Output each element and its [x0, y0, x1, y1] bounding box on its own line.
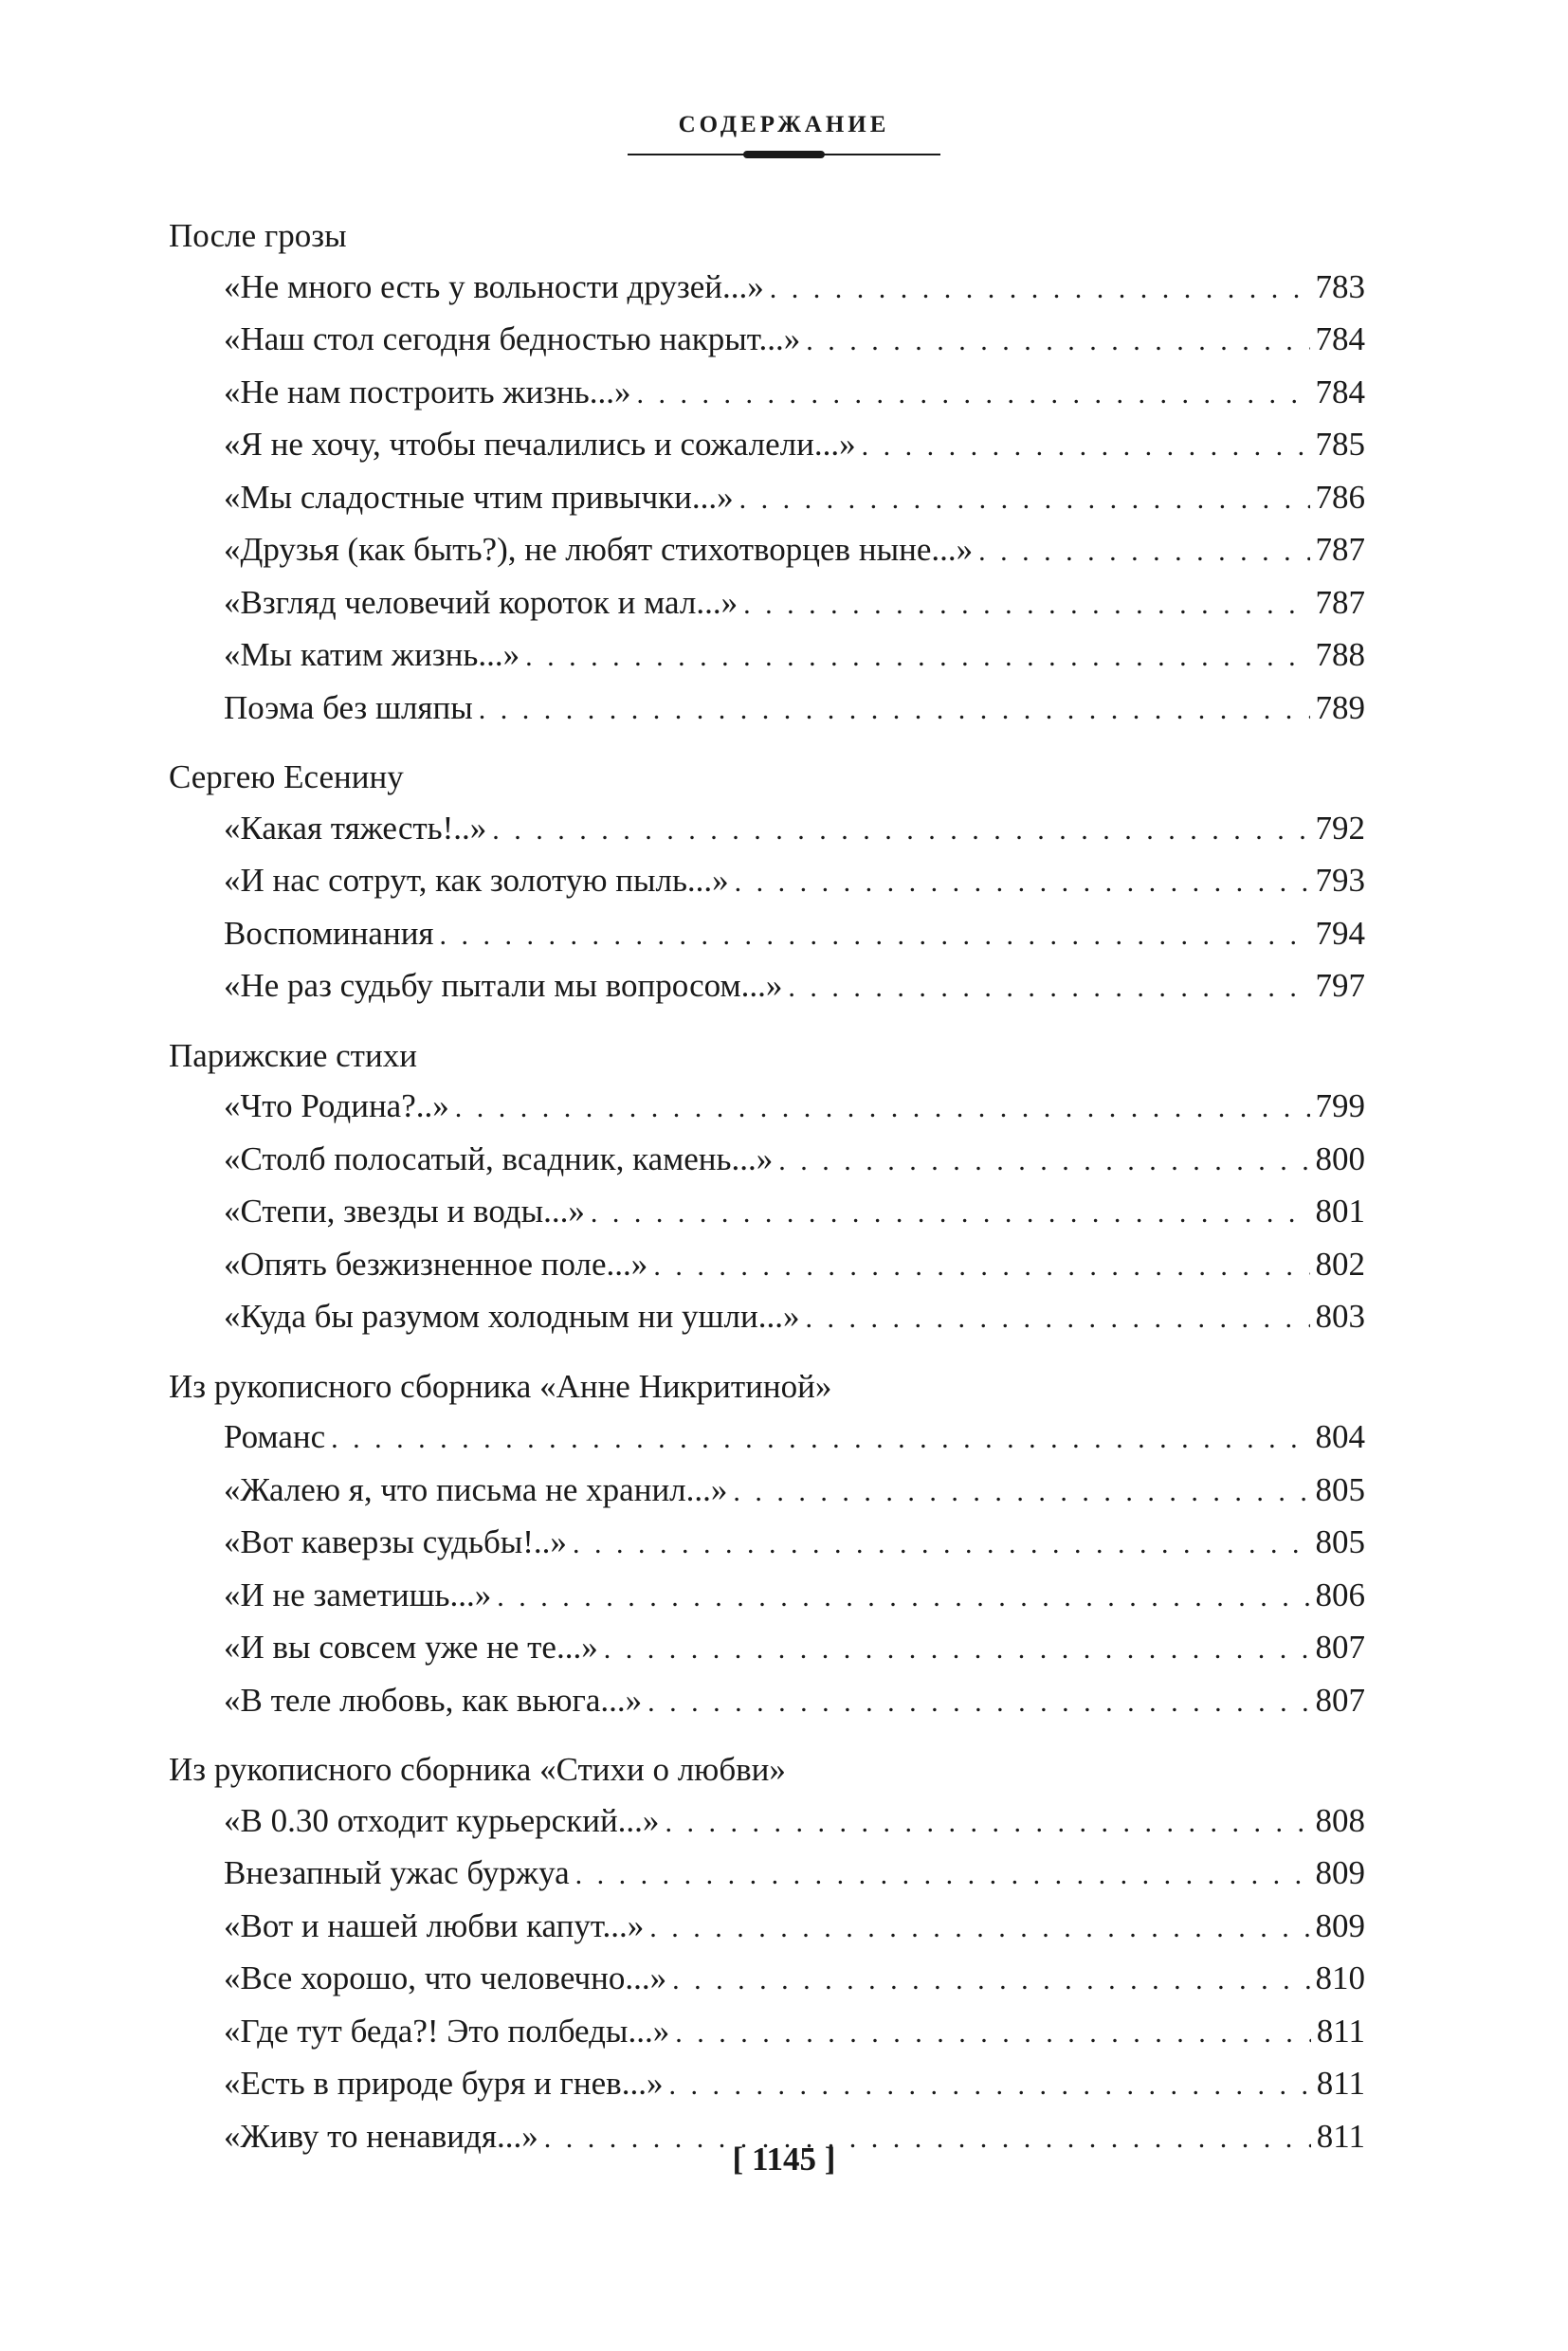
entry-title: «Жалею я, что письма не хранил...» — [224, 1470, 728, 1508]
entry-page-number: 808 — [1315, 1801, 1365, 1839]
entry-title: «Не нам построить жизнь...» — [224, 373, 631, 410]
dot-leader — [788, 962, 1309, 1013]
entry-title: «Я не хочу, чтобы печалились и сожалели...» — [224, 426, 856, 463]
toc-entry — [169, 855, 1365, 908]
table-of-contents — [169, 210, 1365, 2180]
entry-title: «Наш стол сегодня бедностью накрыт...» — [224, 320, 801, 357]
header-ornament-rule — [628, 154, 940, 155]
dot-leader — [733, 1467, 1309, 1518]
dot-leader — [440, 910, 1310, 961]
dot-leader — [647, 1677, 1309, 1728]
entry-title: «В теле любовь, как вьюга...» — [224, 1681, 643, 1719]
toc-entry — [169, 472, 1365, 525]
entry-page-number: 789 — [1315, 688, 1365, 726]
entry-page-number: 787 — [1315, 531, 1365, 568]
toc-entry — [169, 803, 1365, 856]
entry-title: «Живу то ненавидя...» — [224, 2117, 538, 2155]
entry-title: «Где тут беда?! Это полбеды...» — [224, 2012, 670, 2050]
entry-title: «Какая тяжесть!..» — [224, 809, 487, 847]
entry-page-number: 785 — [1315, 426, 1365, 463]
entry-page-number: 809 — [1315, 1906, 1365, 1944]
toc-entry — [169, 1291, 1365, 1344]
toc-entry — [169, 1517, 1365, 1570]
toc-entry — [169, 683, 1365, 736]
entry-title: «Все хорошо, что человечно...» — [224, 1959, 667, 1996]
entry-title: «Мы катим жизнь...» — [224, 636, 520, 673]
entry-page-number: 802 — [1315, 1245, 1365, 1283]
toc-entry — [169, 577, 1365, 630]
toc-entry — [169, 1901, 1365, 1954]
entry-title: «Друзья (как быть?), не любят стихотворцев ныне...» — [224, 531, 974, 568]
entry-page-number: 806 — [1315, 1576, 1365, 1613]
entry-page-number: 797 — [1315, 967, 1365, 1004]
entry-title: «Есть в природе буря и гнев...» — [224, 2065, 664, 2102]
toc-section — [169, 752, 1365, 1013]
toc-entry — [169, 314, 1365, 367]
toc-entry — [169, 1848, 1365, 1901]
toc-entry — [169, 1570, 1365, 1623]
entry-title: «И вы совсем уже не те...» — [224, 1629, 598, 1666]
dot-leader — [743, 579, 1309, 630]
toc-section — [169, 210, 1365, 735]
entry-page-number: 811 — [1316, 2117, 1365, 2155]
entry-title: «Вот каверзы судьбы!..» — [224, 1523, 567, 1560]
dot-leader — [778, 1136, 1309, 1187]
toc-entry — [169, 419, 1365, 472]
toc-entry — [169, 2058, 1365, 2111]
entry-title: «Столб полосатый, всадник, камень...» — [224, 1139, 774, 1177]
dot-leader — [668, 2060, 1310, 2111]
entry-page-number: 807 — [1315, 1681, 1365, 1719]
dot-leader — [770, 264, 1310, 315]
entry-page-number: 807 — [1315, 1629, 1365, 1666]
section-title: Парижские стихи — [169, 1036, 417, 1074]
entry-page-number: 805 — [1315, 1470, 1365, 1508]
entry-page-number: 811 — [1316, 2012, 1365, 2050]
entry-page-number: 810 — [1315, 1959, 1365, 1996]
toc-entry — [169, 1622, 1365, 1675]
toc-section — [169, 1030, 1365, 1344]
dot-leader — [492, 805, 1309, 856]
entry-title: «Куда бы разумом холодным ни ушли...» — [224, 1298, 800, 1335]
entry-title: «И нас сотрут, как золотую пыль...» — [224, 862, 729, 899]
entry-page-number: 801 — [1315, 1193, 1365, 1230]
entry-title: Воспоминания — [224, 914, 434, 952]
entry-title: «Опять безжизненное поле...» — [224, 1245, 648, 1283]
dot-leader — [806, 316, 1309, 367]
dot-leader — [637, 369, 1310, 420]
dot-leader — [978, 526, 1309, 577]
section-title: После грозы — [169, 217, 347, 254]
toc-entry — [169, 1953, 1365, 2006]
dot-leader — [525, 631, 1309, 683]
dot-leader — [573, 1519, 1310, 1570]
toc-entry — [169, 1412, 1365, 1465]
dot-leader — [591, 1188, 1310, 1239]
entry-title: «И не заметишь...» — [224, 1576, 492, 1613]
toc-entry — [169, 1465, 1365, 1518]
entry-title: «Не раз судьбу пытали мы вопросом...» — [224, 967, 783, 1004]
entry-title: «Взгляд человечий короток и мал...» — [224, 583, 738, 621]
entry-page-number: 784 — [1315, 320, 1365, 357]
dot-leader — [604, 1624, 1310, 1675]
toc-entry — [169, 629, 1365, 683]
page-header — [0, 112, 1568, 155]
entry-title: «Степи, звезды и воды...» — [224, 1193, 585, 1230]
toc-entry — [169, 262, 1365, 315]
dot-leader — [739, 474, 1310, 525]
entry-title: «Не много есть у вольности друзей...» — [224, 267, 764, 305]
toc-entry — [169, 1134, 1365, 1187]
toc-entry — [169, 1186, 1365, 1239]
dot-leader — [675, 2008, 1311, 2059]
entry-page-number: 787 — [1315, 583, 1365, 621]
toc-entry — [169, 1675, 1365, 1728]
entry-title: «В 0.30 отходит курьерский...» — [224, 1801, 660, 1839]
dot-leader — [649, 1903, 1309, 1954]
dot-leader — [497, 1572, 1309, 1623]
section-title: Из рукописного сборника «Анне Никритиной» — [169, 1367, 832, 1405]
dot-leader — [805, 1293, 1309, 1344]
entry-page-number: 793 — [1315, 862, 1365, 899]
entry-title: «Вот и нашей любви капут...» — [224, 1906, 645, 1944]
entry-title: Поэма без шляпы — [224, 688, 473, 726]
toc-entry — [169, 1081, 1365, 1134]
toc-entry — [169, 908, 1365, 961]
entry-title: Романс — [224, 1418, 326, 1455]
dot-leader — [331, 1413, 1309, 1465]
entry-page-number: 784 — [1315, 373, 1365, 410]
entry-page-number: 783 — [1315, 267, 1365, 305]
entry-page-number: 799 — [1315, 1087, 1365, 1124]
dot-leader — [455, 1083, 1310, 1134]
dot-leader — [672, 1955, 1309, 2006]
toc-entry — [169, 524, 1365, 577]
running-head-title: СОДЕРЖАНИЕ — [678, 112, 890, 137]
section-title: Сергею Есенину — [169, 758, 404, 795]
section-title: Из рукописного сборника «Стихи о любви» — [169, 1751, 786, 1788]
entry-page-number: 800 — [1315, 1139, 1365, 1177]
toc-entry — [169, 2006, 1365, 2059]
entry-title: «Что Родина?..» — [224, 1087, 449, 1124]
toc-section — [169, 1361, 1365, 1728]
toc-entry — [169, 960, 1365, 1013]
dot-leader — [479, 684, 1310, 736]
toc-entry — [169, 1239, 1365, 1292]
entry-title: Внезапный ужас буржуа — [224, 1854, 570, 1891]
entry-page-number: 786 — [1315, 478, 1365, 516]
dot-leader — [862, 421, 1310, 472]
entry-page-number: 804 — [1315, 1418, 1365, 1455]
page-number: [ 1145 ] — [732, 2141, 836, 2178]
entry-page-number: 809 — [1315, 1854, 1365, 1891]
dot-leader — [665, 1797, 1309, 1849]
entry-page-number: 794 — [1315, 914, 1365, 952]
toc-entry — [169, 1795, 1365, 1849]
dot-leader — [575, 1850, 1310, 1901]
entry-page-number: 811 — [1316, 2065, 1365, 2102]
toc-section — [169, 1744, 1365, 2163]
entry-title: «Мы сладостные чтим привычки...» — [224, 478, 734, 516]
entry-page-number: 788 — [1315, 636, 1365, 673]
toc-entry — [169, 367, 1365, 420]
entry-page-number: 805 — [1315, 1523, 1365, 1560]
dot-leader — [735, 857, 1310, 908]
dot-leader — [653, 1241, 1309, 1292]
entry-page-number: 792 — [1315, 809, 1365, 847]
entry-page-number: 803 — [1315, 1298, 1365, 1335]
